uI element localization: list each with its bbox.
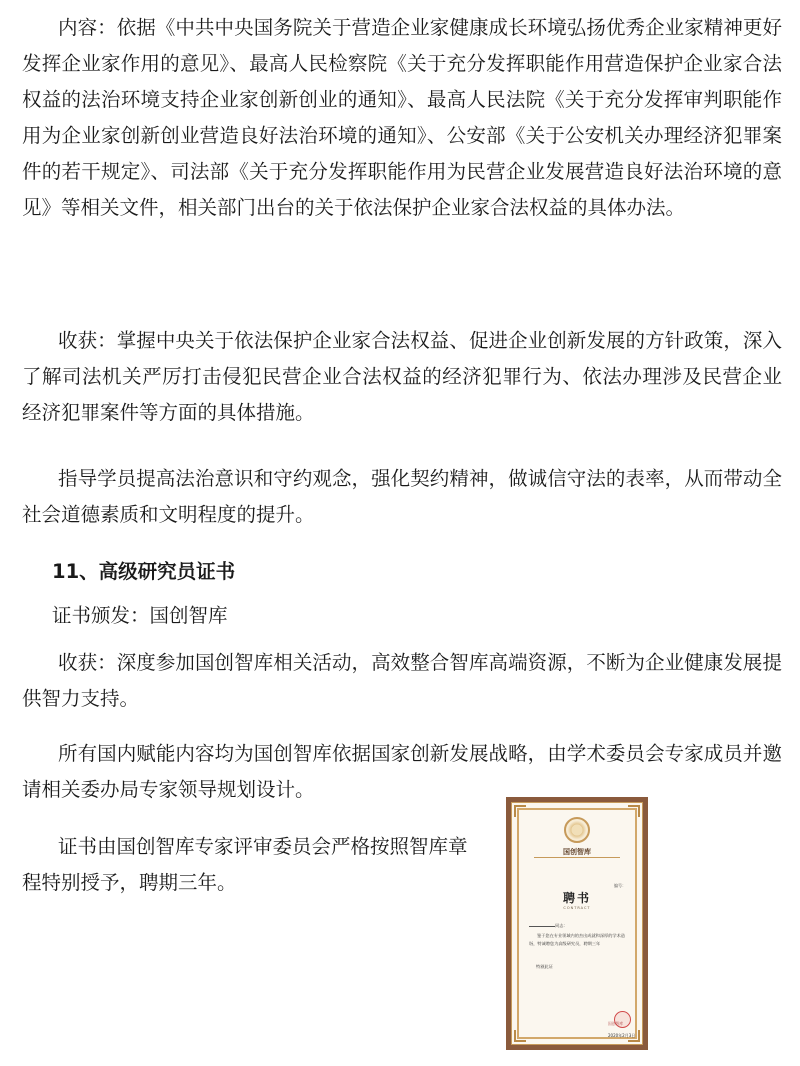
certificate-body: 鉴于您在专业领域内的杰出成就和深厚的学术造诣，特诚聘您为高级研究员，聘期三年	[529, 933, 625, 946]
certificate-seal-text: 国创智库	[608, 1021, 624, 1026]
certificate-number-label: 编号：	[614, 883, 626, 888]
guide-paragraph: 指导学员提高法治意识和守约观念，强化契约精神，做诚信守法的表率，从而带动全社会道德素质和文明程度的提升。	[22, 467, 782, 526]
corner-ornament-icon	[514, 805, 526, 817]
corner-ornament-icon	[514, 1030, 526, 1042]
certificate-closing: 特颁此证	[536, 964, 553, 969]
certificate-subtitle: CONTRACT	[563, 906, 591, 910]
all-content-paragraph: 所有国内赋能内容均为国创智库依据国家创新发展战略，由学术委员会专家成员并邀请相关委办局专家领导规划设计。	[22, 742, 782, 801]
certificate-recipient	[529, 922, 628, 930]
gain-paragraph-law: 收获：掌握中央关于依法保护企业家合法权益、促进企业创新发展的方针政策，深入了解司法机关严厉打击侵犯民营企业合法权益的经济犯罪行为、依法办理涉及民营企业经济犯罪案件等方面的具体措施。	[22, 329, 782, 424]
certificate-issuer: 证书颁发：国创智库	[52, 604, 228, 627]
corner-ornament-icon	[628, 805, 640, 817]
emblem-icon	[564, 817, 590, 843]
certificate-brand: 国创智库	[563, 848, 591, 856]
brand-divider	[534, 857, 620, 858]
recipient-blank	[529, 922, 555, 927]
gain-paragraph-think-tank: 收获：深度参加国创智库相关活动，高效整合智库高端资源，不断为企业健康发展提供智力支持。	[22, 651, 782, 710]
certificate-date: 2020年2月3日	[608, 1033, 636, 1038]
recipient-suffix: 同志：	[555, 923, 568, 928]
certificate-paper	[511, 802, 643, 1045]
certificate-title: 聘书	[562, 891, 591, 905]
certificate-paragraph: 证书由国创智库专家评审委员会严格按照智库章程特别授予，聘期三年。	[22, 835, 468, 894]
certificate-image	[506, 797, 648, 1050]
content-paragraph: 内容：依据《中共中央国务院关于营造企业家健康成长环境弘扬优秀企业家精神更好发挥企业家作用的意见》、最高人民检察院《关于充分发挥职能作用营造保护企业家合法权益的法治环境支持企业家创新创业的通知》、最高人民法院《关于充分发挥审判职能作用为企业家创新创业营造良好法治环境的通知》、公安部《关于公安机关办理经济犯罪案件的若干规定》、司法部《关于充分发挥职能作用为民营企业发展营造良好法治环境的意见》等相关文件，相关部门出台的关于依法保护企业家合法权益的具体办法。	[22, 16, 782, 219]
section-heading: 11、高级研究员证书	[52, 560, 236, 583]
